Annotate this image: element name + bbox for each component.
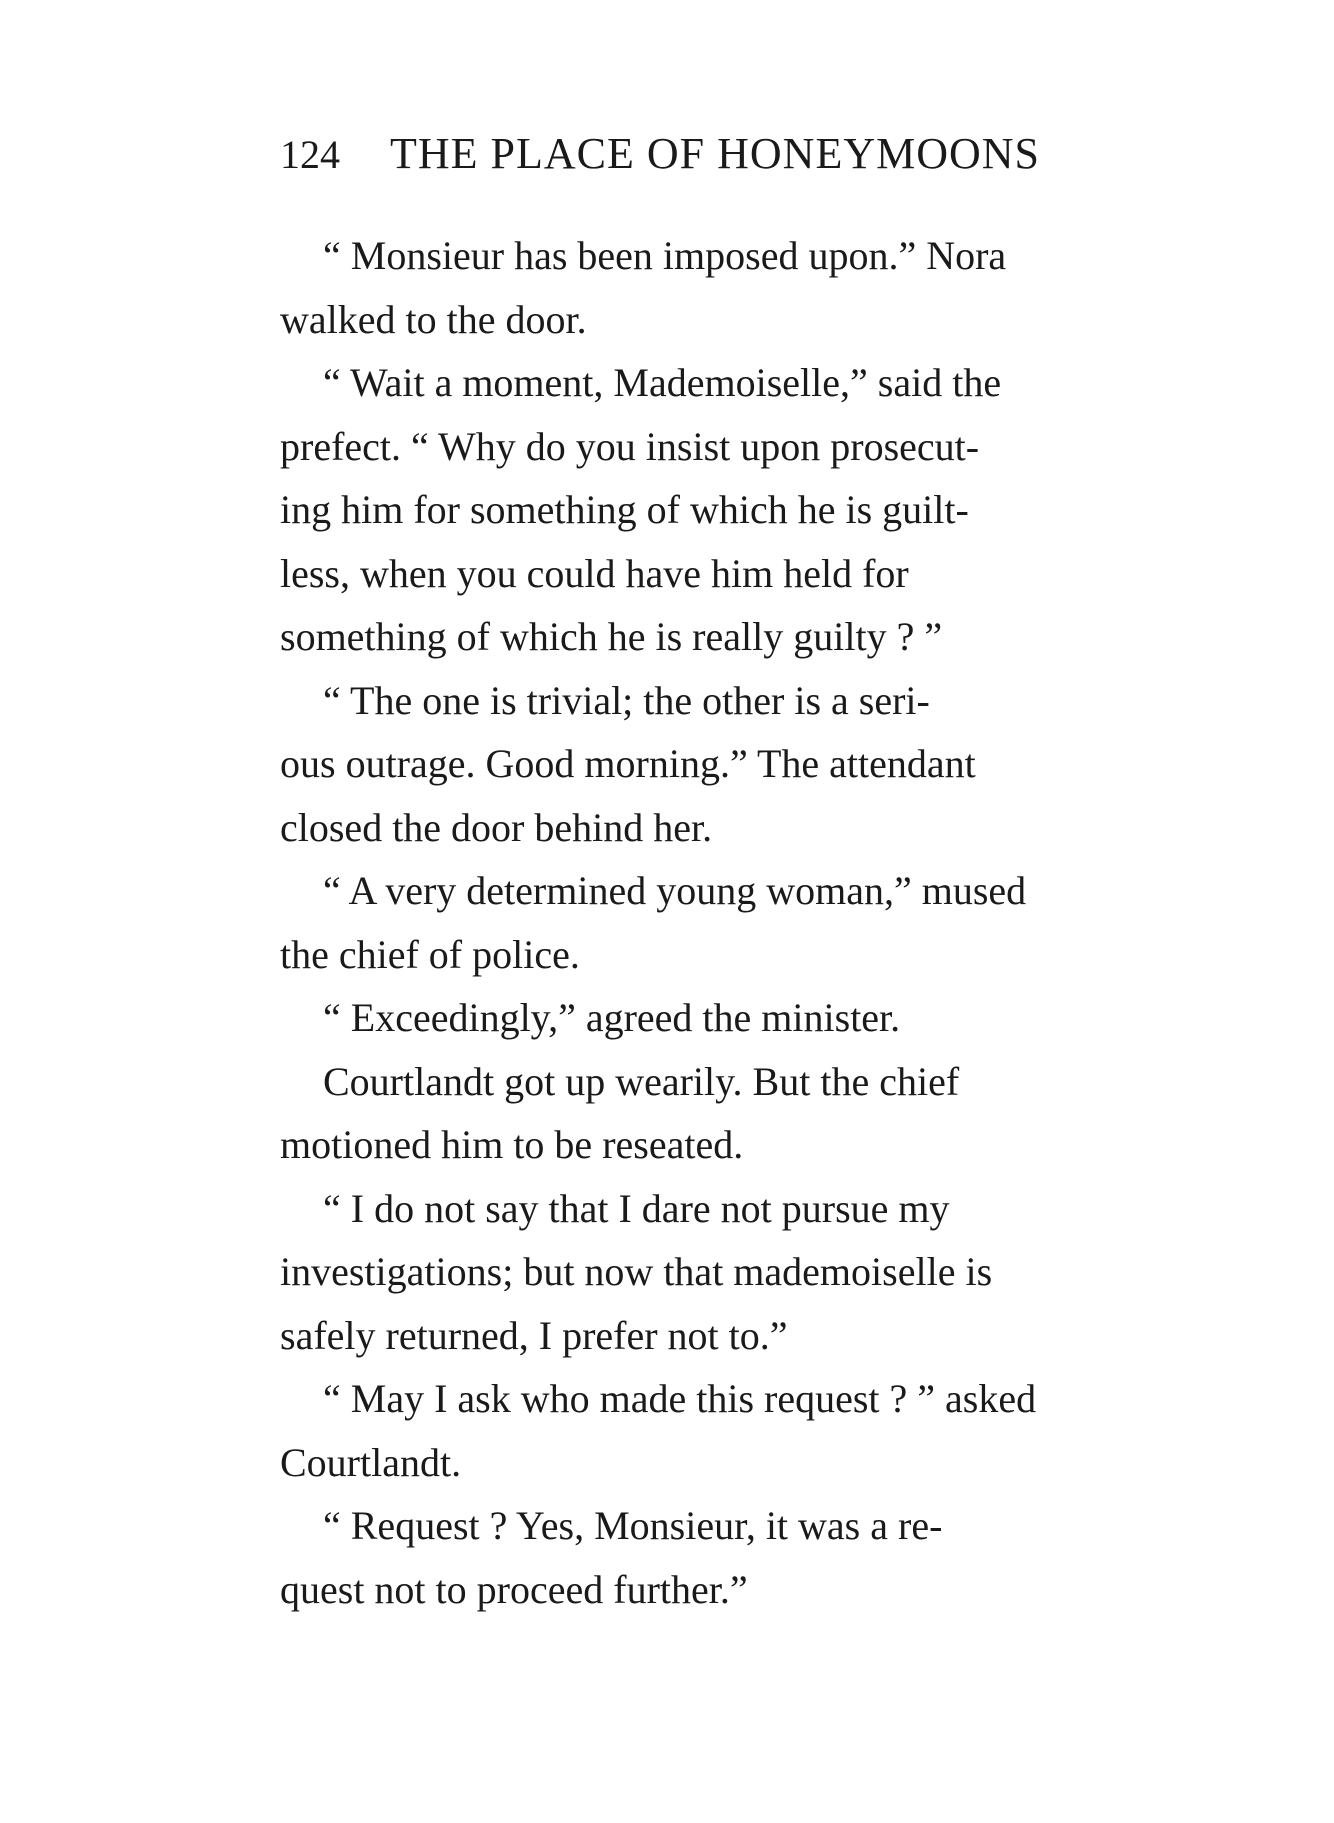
text-line: “ The one is trivial; the other is a seri-	[323, 677, 930, 723]
text-line: closed the door behind her.	[280, 804, 713, 850]
running-head	[280, 128, 1186, 184]
text-line: Courtlandt.	[280, 1439, 462, 1485]
text-line: walked to the door.	[280, 296, 587, 342]
text-line: something of which he is really guilty ? ”	[280, 614, 943, 659]
text-line: “ A very determined young woman,” mused	[323, 868, 1027, 913]
text-line: less, when you could have him held for	[280, 550, 909, 596]
text-line: safely returned, I prefer not to.”	[280, 1312, 788, 1358]
text-line: ing him for something of which he is guilt-	[280, 487, 969, 532]
running-title: THE PLACE OF HONEYMOONS	[390, 129, 1041, 178]
text-line: Courtlandt got up wearily. But the chief	[323, 1058, 960, 1104]
page-number: 124	[280, 132, 340, 177]
text-line: ous outrage. Good morning.” The attendant	[280, 741, 976, 786]
text-line: “ May I ask who made this request ? ” asked	[323, 1376, 1037, 1421]
text-line: “ Wait a moment, Mademoiselle,” said the	[323, 360, 1002, 405]
text-line: “ I do not say that I dare not pursue my	[323, 1185, 950, 1231]
text-line: “ Monsieur has been imposed upon.” Nora	[323, 233, 1007, 278]
text-line: motioned him to be reseated.	[280, 1122, 744, 1167]
text-line: investigations; but now that mademoiselle is	[280, 1249, 993, 1294]
text-line: “ Exceedingly,” agreed the minister.	[323, 995, 901, 1040]
text-line: “ Request ? Yes, Monsieur, it was a re-	[323, 1503, 943, 1548]
body-text	[280, 224, 1186, 1621]
text-line: the chief of police.	[280, 931, 580, 977]
text-line: quest not to proceed further.”	[280, 1566, 748, 1612]
text-line: prefect. “ Why do you insist upon prosecut-	[280, 423, 980, 469]
